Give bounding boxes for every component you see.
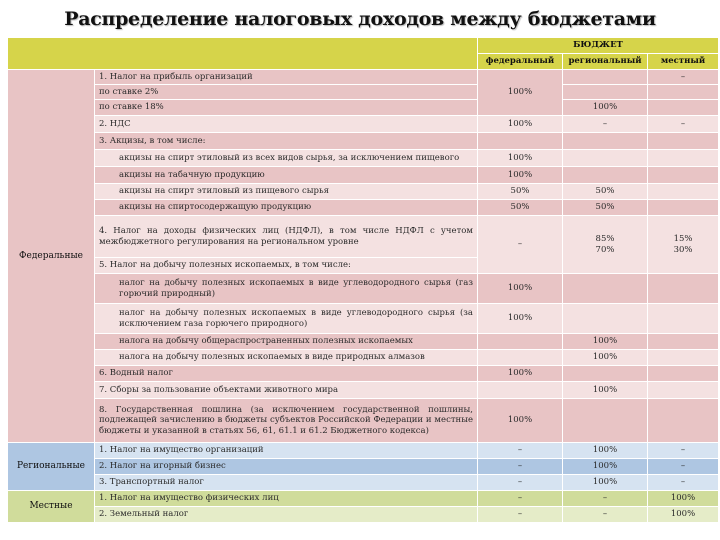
table-row xyxy=(8,475,719,491)
cell-federal: – xyxy=(478,507,563,523)
cell-regional xyxy=(563,85,648,100)
cell-local: 100% xyxy=(648,507,719,523)
cell-local: – xyxy=(648,443,719,459)
cell-regional xyxy=(563,70,648,85)
table-row xyxy=(8,274,719,304)
cell-federal: – xyxy=(478,443,563,459)
table-row xyxy=(8,116,719,133)
cell-regional xyxy=(563,167,648,184)
group-local: Местные xyxy=(8,491,95,523)
cell-local: 100% xyxy=(648,491,719,507)
row-name: налога на добычу общераспространенных полезных ископаемых xyxy=(95,334,478,350)
row-name: 3. Транспортный налог xyxy=(95,475,478,491)
row-name: 8. Государственная пошлина (за исключением государственной пошлины, подлежащей зачислению в бюджеты субъектов Российской Федерации и местные бюджеты и указанной в статьях 56, 61, 61.1 и 61.2 Бюджетного кодекса) xyxy=(95,399,478,443)
row-name: 6. Водный налог xyxy=(95,366,478,382)
cell-federal xyxy=(478,350,563,366)
page-title: Распределение налоговых доходов между бюджетами xyxy=(64,8,656,30)
cell-federal: 100% xyxy=(478,304,563,334)
table-row xyxy=(8,133,719,150)
cell-local: – xyxy=(648,459,719,475)
table-row xyxy=(8,200,719,216)
cell-regional xyxy=(563,399,648,443)
cell-local xyxy=(648,133,719,150)
table-row xyxy=(8,491,719,507)
table-row xyxy=(8,85,719,100)
cell-regional xyxy=(563,274,648,304)
group-federal: Федеральные xyxy=(8,70,95,443)
cell-federal: 100% xyxy=(478,150,563,167)
cell-regional xyxy=(563,304,648,334)
cell-federal: 100% xyxy=(478,366,563,382)
header-federal: федеральный xyxy=(478,54,563,70)
table-row xyxy=(8,184,719,200)
header-budget: БЮДЖЕТ xyxy=(478,38,719,54)
cell-regional: 85% 70% xyxy=(563,216,648,274)
cell-federal: 100% xyxy=(478,399,563,443)
cell-local: – xyxy=(648,116,719,133)
cell-regional xyxy=(563,133,648,150)
cell-federal xyxy=(478,133,563,150)
row-name: 7. Сборы за пользование объектами животного мира xyxy=(95,382,478,399)
cell-federal: 100% xyxy=(478,70,563,116)
cell-local xyxy=(648,334,719,350)
cell-local: 15% 30% xyxy=(648,216,719,274)
header-local: местный xyxy=(648,54,719,70)
row-name: 4. Налог на доходы физических лиц (НДФЛ), в том числе НДФЛ с учетом межбюджетного регулирования на региональном уровне xyxy=(95,216,478,258)
cell-federal: – xyxy=(478,459,563,475)
cell-regional: 100% xyxy=(563,350,648,366)
tax-distribution-table xyxy=(7,37,719,523)
cell-local xyxy=(648,184,719,200)
row-name: 2. Земельный налог xyxy=(95,507,478,523)
cell-federal xyxy=(478,382,563,399)
table-row xyxy=(8,382,719,399)
cell-federal: 100% xyxy=(478,167,563,184)
cell-regional: 100% xyxy=(563,382,648,399)
cell-federal: 100% xyxy=(478,274,563,304)
table-row xyxy=(8,100,719,116)
cell-federal: 50% xyxy=(478,184,563,200)
cell-regional: 100% xyxy=(563,459,648,475)
cell-regional: 100% xyxy=(563,443,648,459)
row-name: акцизы на спирт этиловый из всех видов сырья, за исключением пищевого xyxy=(95,150,478,167)
table-row xyxy=(8,459,719,475)
cell-local xyxy=(648,350,719,366)
cell-local xyxy=(648,200,719,216)
row-name: 1. Налог на имущество физических лиц xyxy=(95,491,478,507)
cell-local: – xyxy=(648,70,719,85)
cell-regional xyxy=(563,366,648,382)
cell-regional xyxy=(563,150,648,167)
cell-regional: 50% xyxy=(563,184,648,200)
cell-local xyxy=(648,150,719,167)
row-name: акцизы на табачную продукцию xyxy=(95,167,478,184)
cell-regional: – xyxy=(563,507,648,523)
row-name: 2. НДС xyxy=(95,116,478,133)
header-blank xyxy=(8,38,478,70)
cell-local xyxy=(648,399,719,443)
row-name: налог на добычу полезных ископаемых в виде углеводородного сырья (газ горючий природный) xyxy=(95,274,478,304)
row-name: налог на добычу полезных ископаемых в виде углеводородного сырья (за исключением газа горючего природного) xyxy=(95,304,478,334)
row-name: акцизы на спирт этиловый из пищевого сырья xyxy=(95,184,478,200)
cell-federal: – xyxy=(478,491,563,507)
row-name: 1. Налог на прибыль организаций xyxy=(95,70,478,85)
table-row xyxy=(8,216,719,258)
table-row xyxy=(8,304,719,334)
table-row xyxy=(8,334,719,350)
table-row xyxy=(8,167,719,184)
group-regional: Региональные xyxy=(8,443,95,491)
row-name: 2. Налог на игорный бизнес xyxy=(95,459,478,475)
cell-federal: 100% xyxy=(478,116,563,133)
cell-local xyxy=(648,382,719,399)
cell-federal: – xyxy=(478,475,563,491)
cell-federal: 50% xyxy=(478,200,563,216)
row-name: 5. Налог на добычу полезных ископаемых, в том числе: xyxy=(95,258,478,274)
row-name: 3. Акцизы, в том числе: xyxy=(95,133,478,150)
cell-local xyxy=(648,366,719,382)
table-row xyxy=(8,399,719,443)
cell-local xyxy=(648,167,719,184)
cell-regional: – xyxy=(563,116,648,133)
row-name: по ставке 2% xyxy=(95,85,478,100)
cell-federal: – xyxy=(478,216,563,274)
table-row xyxy=(8,366,719,382)
cell-local xyxy=(648,85,719,100)
cell-local xyxy=(648,274,719,304)
cell-regional: – xyxy=(563,491,648,507)
header-row-top xyxy=(8,38,719,54)
table-row xyxy=(8,70,719,85)
cell-regional: 100% xyxy=(563,100,648,116)
table-row xyxy=(8,443,719,459)
row-name: 1. Налог на имущество организаций xyxy=(95,443,478,459)
row-name: по ставке 18% xyxy=(95,100,478,116)
table-row xyxy=(8,350,719,366)
cell-federal xyxy=(478,334,563,350)
row-name: акцизы на спиртосодержащую продукцию xyxy=(95,200,478,216)
cell-local: – xyxy=(648,475,719,491)
cell-regional: 100% xyxy=(563,475,648,491)
cell-local xyxy=(648,304,719,334)
cell-local xyxy=(648,100,719,116)
cell-regional: 100% xyxy=(563,334,648,350)
row-name: налога на добычу полезных ископаемых в виде природных алмазов xyxy=(95,350,478,366)
table-row xyxy=(8,150,719,167)
table-row xyxy=(8,507,719,523)
cell-regional: 50% xyxy=(563,200,648,216)
header-regional: региональный xyxy=(563,54,648,70)
